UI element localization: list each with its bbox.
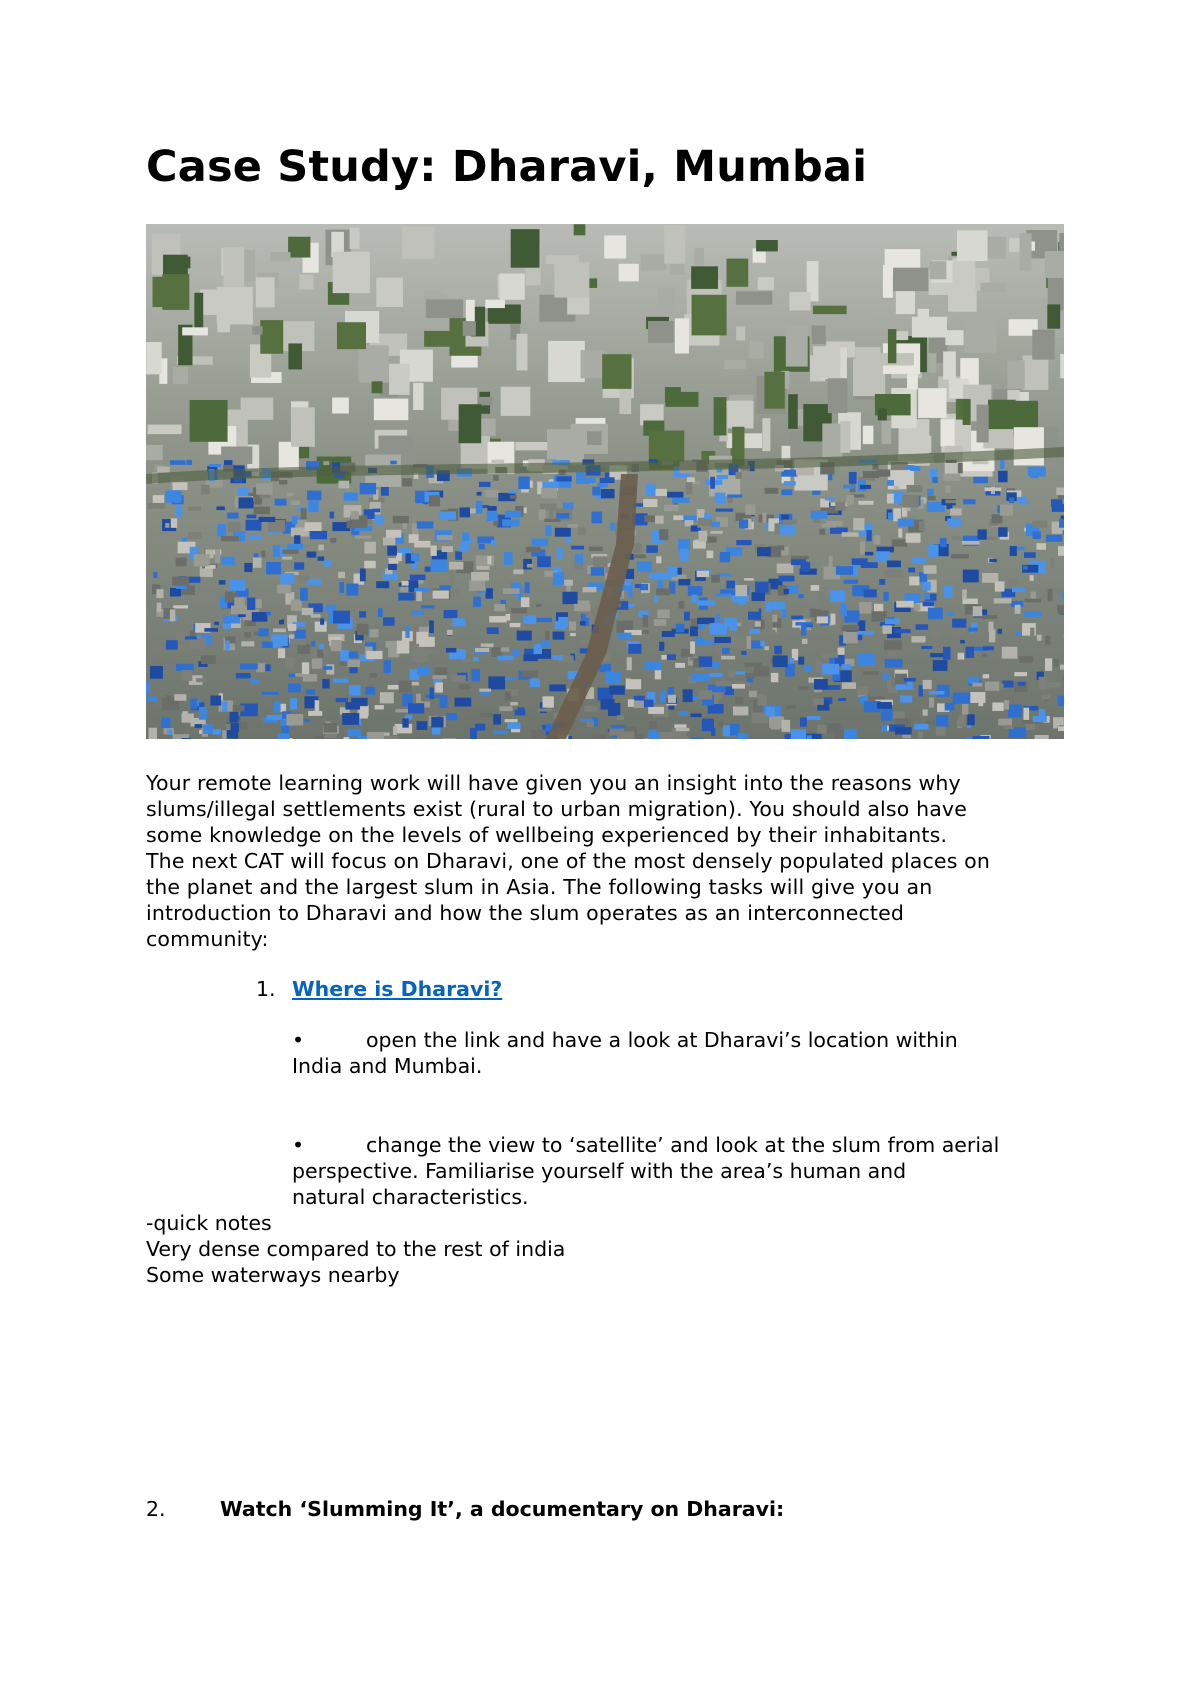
list-item-1 [256, 976, 502, 1002]
bullet-icon: • [292, 1133, 305, 1157]
documentary-heading: Watch ‘Slumming It’, a documentary on Dharavi: [220, 1497, 785, 1521]
intro-line: some knowledge on the levels of wellbeing experienced by their inhabitants. [146, 823, 948, 847]
quick-notes [146, 1210, 565, 1288]
intro-line: slums/illegal settlements exist (rural to urban migration). You should also have [146, 797, 967, 821]
intro-line: The next CAT will focus on Dharavi, one of the most densely populated places on [146, 849, 991, 873]
list-number: 1. [256, 977, 276, 1001]
page-title: Case Study: Dharavi, Mumbai [146, 142, 868, 192]
intro-line: the planet and the largest slum in Asia. The following tasks will give you an [146, 875, 933, 899]
bullet-text: change the view to ‘satellite’ and look at the slum from aerial [366, 1133, 1000, 1157]
aerial-photo-dharavi [146, 224, 1064, 739]
intro-paragraph [146, 770, 1076, 952]
bullet-text: India and Mumbai. [292, 1054, 483, 1078]
intro-line: community: [146, 927, 269, 951]
bullet-text: natural characteristics. [292, 1185, 529, 1209]
list-item-2 [146, 1496, 784, 1522]
notes-line: Some waterways nearby [146, 1263, 400, 1287]
where-is-dharavi-link[interactable]: Where is Dharavi? [292, 977, 503, 1001]
intro-line: Your remote learning work will have given you an insight into the reasons why [146, 771, 961, 795]
notes-line: -quick notes [146, 1211, 272, 1235]
bullet-text: perspective. Familiarise yourself with the area’s human and [292, 1159, 907, 1183]
notes-line: Very dense compared to the rest of india [146, 1237, 566, 1261]
bullet-item [292, 1132, 1082, 1210]
bullet-text: open the link and have a look at Dharavi’s location within [366, 1028, 958, 1052]
list-number: 2. [146, 1497, 166, 1521]
intro-line: introduction to Dharavi and how the slum operates as an interconnected [146, 901, 904, 925]
bullet-item [292, 1027, 1082, 1079]
bullet-icon: • [292, 1028, 305, 1052]
